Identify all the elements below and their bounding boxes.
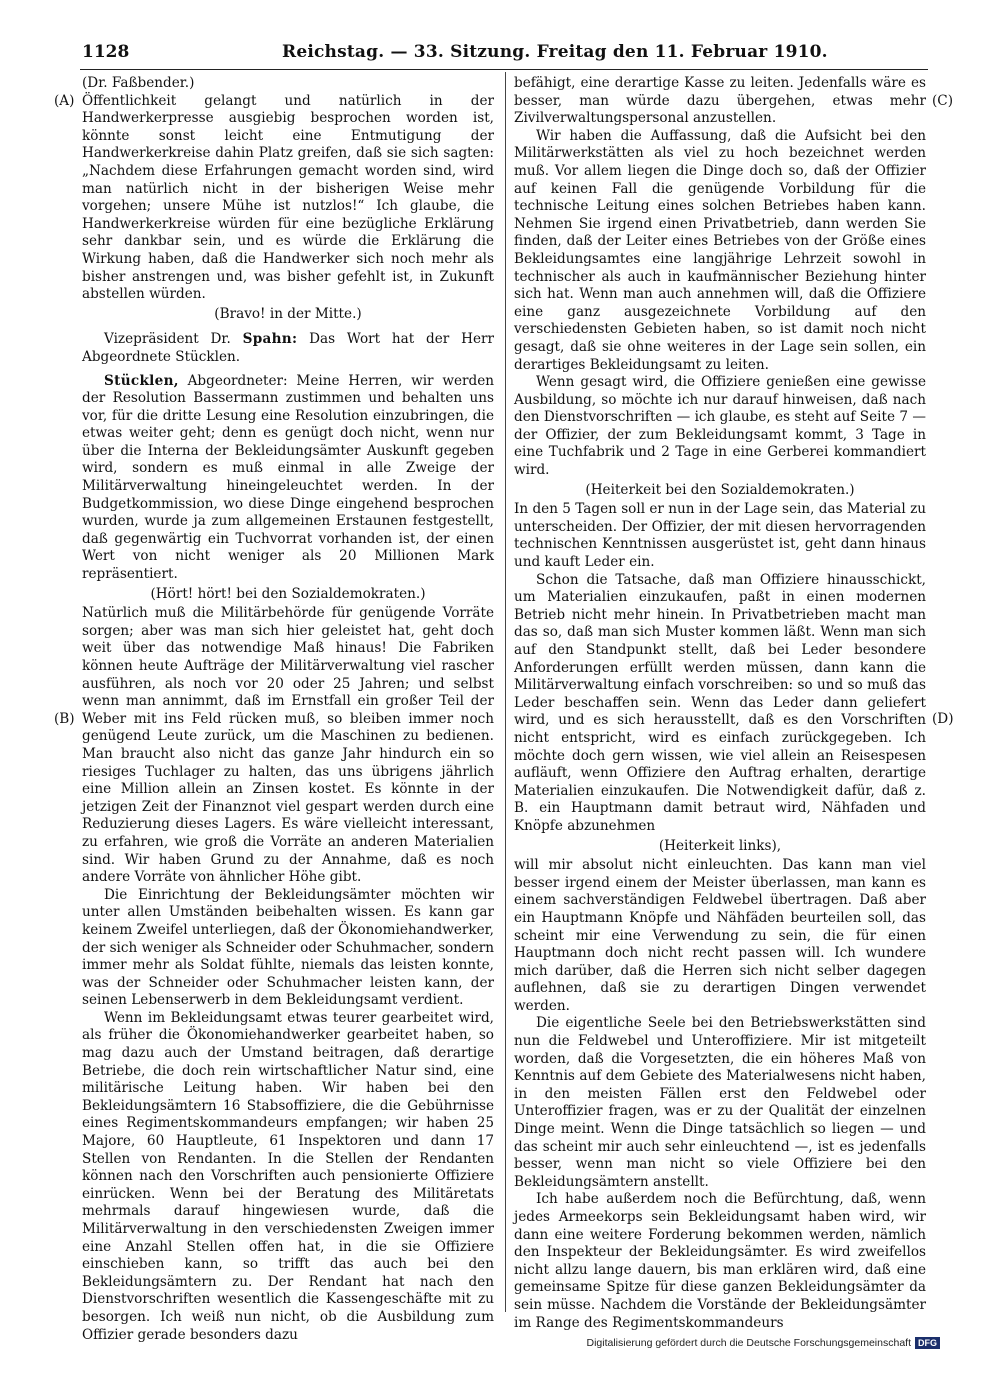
paragraph: Die eigentliche Seele bei den Betriebswerkstätten sind nun die Feldwebel und Unteroffiziere. Mir ist mitgeteilt worden, daß die Vorgesetzten, die ein höheres Maß von Kenntnis auf dem Gebiete des Materialwesens nicht haben, in den meisten Fällen erst den Feldwebel oder Unteroffizier fragen, was er zu der Qualität der einzelnen Dinge meint. Wenn die Dinge tatsächlich so liegen — und das scheint mir auch sehr einleuchtend —, ist es jedenfalls besser, wenn man nicht so viele Offiziere bei den Bekleidungsämtern anstellt. [514,1015,926,1190]
paragraph: In den 5 Tagen soll er nun in der Lage sein, das Material zu unterscheiden. Der Offizier, der mit diesen hervorragenden technischen Kenntnissen ausgerüstet ist, geht dann hinaus und kauft Leder ein. [514,501,926,571]
right-column [514,75,926,1332]
margin-mark-a: (A) [54,93,75,109]
margin-mark-c: (C) [932,93,954,109]
speaker-name: Stücklen, [104,372,179,389]
margin-mark-b: (B) [54,711,75,727]
paragraph: Wenn gesagt wird, die Offiziere genießen eine gewisse Ausbildung, so möchte ich nur darauf hinweisen, daß nach den Dienstvorschriften — ich glaube, es steht auf Seite 7 — der Offizier, der zum Bekleidungsamt kommt, 3 Tage in eine Tuchfabrik und 2 Tage in eine Gerberei kommandiert wird. [514,374,926,479]
paragraph: will mir absolut nicht einleuchten. Das kann man viel besser irgend einem der Meister überlassen, man kann es einem sachverständigen Feldwebel übertragen. Daß aber ein Hauptmann Knöpfe und Nähfäden beurteilen soll, das scheint mir eine Verwendung zu sein, die für einen Hauptmann doch nicht recht passen will. Ich wundere mich darüber, daß die Herren sich nicht selber dagegen auflehnen, daß sie zu derartigen Dingen verwendet werden. [514,857,926,1014]
speaker-note: (Dr. Faßbender.) [82,75,195,91]
paragraph: Die Einrichtung der Bekleidungsämter möchten wir unter allen Umständen beibehalten wissen. Es kann gar keinem Zweifel unterliegen, daß der Ökonomiehandwerker, der sich weniger als Schneider oder Schuhmacher, sondern immer mehr als Soldat fühlte, niemals das leisten konnte, was der Schneider oder Schuhmacher leisten kann, der seinen Lebenserwerb in dem Bekleidungsamt verdient. [82,886,494,1009]
paragraph: Wenn im Bekleidungsamt etwas teurer gearbeitet wird, als früher die Ökonomiehandwerker gearbeitet haben, so mag dazu auch der Umstand beitragen, daß derartige Betriebe, die doch rein wirtschaftlicher Natur sind, eine militärische Leitung haben. Wir haben bei den Bekleidungsämtern 16 Stabsoffiziere, die die Gebührnisse eines Regimentskommandeurs empfangen; wir haben 25 Majore, 60 Hauptleute, 61 Inspektoren und dann 17 Stellen von Rendanten. In die Stellen der Rendanten können nach den Vorschriften auch pensionierte Offiziere einrücken. Wenn bei der Beratung des Militäretats mehrmals darauf hingewiesen wurde, daß die Militärverwaltung in den verschiedensten Zweigen immer eine Anzahl Stellen offen hat, in die sie Offiziere einschieben kann, so trifft das auch bei den Bekleidungsämtern zu. Der Rendant hat nach den Dienstvorschriften wesentlich die Kassengeschäfte mit zu besorgen. Ich weiß nun nicht, ob die Ausbildung zum Offizier gerade besonders dazu [82,1009,494,1343]
reaction: (Heiterkeit bei den Sozialdemokraten.) [585,481,855,498]
page-number: 1128 [82,42,130,62]
paragraph: Schon die Tatsache, daß man Offiziere hinausschickt, um Materialien einzukaufen, paßt in einen modernen Betrieb nicht mehr hinein. In Privatbetrieben macht man das so, daß man sich Muster kommen läßt. Wenn man sich auf den Standpunkt stellt, daß bei Leder besondere Anforderungen erfüllt werden müssen, dann kann die Militärverwaltung einfach vorschreiben: so und so muß das Leder beschaffen sein. Wenn das Leder dann geliefert wird, und es sich herausstellt, daß es den Vorschriften nicht entspricht, wird es einfach zurückgegeben. Ich möchte doch gern wissen, wie viel allein an Reisespesen aufläuft, wenn Offiziere den Auftrag erhalten, derartige Materialien einzukaufen. Die Notwendigkeit dafür, daß z. B. ein Hauptmann damit betraut wird, Nähfaden und Knöpfe abzunehmen [514,571,926,834]
column-divider [505,72,506,1312]
paragraph [82,331,494,366]
page-header [82,42,922,68]
paragraph: Ich habe außerdem noch die Befürchtung, daß, wenn jedes Armeekorps sein Bekleidungsamt haben wird, wir dann eine weitere Forderung bekommen werden, nämlich den Inspekteur der Bekleidungsämter. Es wird zweifellos nicht allzu lange dauern, bis man erklären wird, daß eine gemeinsame Spitze für diese ganzen Bekleidungsämter da sein müsse. Nachdem die Vorstände der Bekleidungsämter im Range des Regimentskommandeurs [514,1191,926,1331]
left-column [82,75,494,1344]
footer [586,1337,940,1349]
running-title: Reichstag. — 33. Sitzung. Freitag den 11. Februar 1910. [282,42,828,62]
speaker-title: Vizepräsident Dr. [104,331,231,348]
reaction: (Bravo! in der Mitte.) [214,305,362,322]
paragraph: Öffentlichkeit gelangt und natürlich in der Handwerkerpresse ausgiebig besprochen worden ist, könnte sonst leicht eine Entmutigung der Handwerkerkreise dahin Platz greifen, daß sie sich sagten: „Nachdem diese Erfahrungen gemacht worden sind, wird man natürlich nicht in der bisherigen Weise mehr vorgehen; unsere Mühe ist nutzlos!“ Ich glaube, die Handwerkerkreise würden für eine bezügliche Erklärung sehr dankbar sein, und es würde die Erklärung die Wirkung haben, daß die Handwerker sich noch mehr als bisher anstrengen und, was bisher gefehlt ist, in Zukunft abstellen würden. [82,92,494,303]
paragraph: Wir haben die Auffassung, daß die Aufsicht bei den Militärwerkstätten als viel zu hoch bezeichnet werden muß. Vor allem liegen die Dinge doch so, daß der Offizier auf keinen Fall die genügende Vorbildung für die technische Leitung eines solchen Betriebes haben kann. Nehmen Sie irgend einen Privatbetrieb, dann werden Sie finden, daß der Leiter eines Betriebes von der Größe eines Bekleidungsamtes eine langjährige Lehrzeit sowohl in technischer als auch in kaufmännischer Beziehung hinter sich hat. Wenn man auch annehmen will, daß die Offiziere eine ganz ausgezeichnete Vorbildung auf den verschiedensten Gebieten haben, so ist damit noch nicht gesagt, daß sie ohne weiteres in der Lage sein sollen, ein derartiges Bekleidungsamt zu leiten. [514,127,926,373]
speaker-name: Spahn: [242,331,298,348]
footer-text: Digitalisierung gefördert durch die Deutsche Forschungsgemeinschaft [586,1337,911,1349]
reaction: (Heiterkeit links), [658,837,782,854]
paragraph: Natürlich muß die Militärbehörde für genügende Vorräte sorgen; aber was man sich hier geleistet hat, geht doch weit über das notwendige Maß hinaus! Die Fabriken können heute Aufträge der Militärverwaltung viel rascher ausführen, als noch vor 20 oder 25 Jahren; und selbst wenn man annimmt, daß im Ernstfall ein großer Teil der Weber mit ins Feld rücken muß, so bleiben immer noch genügend Leute zurück, um die Maschinen zu bedienen. Man braucht also nicht das ganze Jahr hindurch ein so riesiges Tuchlager zu halten, das uns übrigens jährlich eine Million allein an Zinsen kostet. Es könnte in der jetzigen Zeit der Finanznot viel gespart werden durch eine Reduzierung dieses Lagers. Es wäre vielleicht interessant, zu erfahren, wie groß die Vorräte an anderen Materialien sind. Wir haben Grund zu der Annahme, daß es noch andere Vorräte von ähnlicher Höhe gibt. [82,605,494,886]
margin-mark-d: (D) [932,711,954,727]
paragraph [82,373,494,584]
paragraph-text: Abgeordneter: Meine Herren, wir werden der Resolution Bassermann zustimmen und behalten uns vor, für die dritte Lesung eine Resolution einzubringen, die etwas weiter geht; denn es genügt doch nicht, wenn nur über die Interna der Bekleidungsämter Auskunft gegeben wird, sondern es muß einmal in alle Zweige der Militärverwaltung hineingeleuchtet werden. In der Budgetkommission, wo diese Dinge eingehend besprochen wurden, wurde ja zum allgemeinen Erstaunen festgestellt, daß gegenwärtig ein Tuchvorrat vorhanden ist, der einen Wert von nicht weniger als 20 Millionen Mark repräsentiert. [82,372,495,583]
dfg-logo: DFG [915,1337,940,1349]
header-rule [80,69,928,70]
paragraph: befähigt, eine derartige Kasse zu leiten. Jedenfalls wäre es besser, man würde dazu übergehen, etwas mehr Zivilverwaltungspersonal anzustellen. [514,75,926,127]
paragraph-text: Das Wort hat der Herr Abgeordnete Stücklen. [82,331,494,365]
reaction: (Hört! hört! bei den Sozialdemokraten.) [150,585,426,602]
